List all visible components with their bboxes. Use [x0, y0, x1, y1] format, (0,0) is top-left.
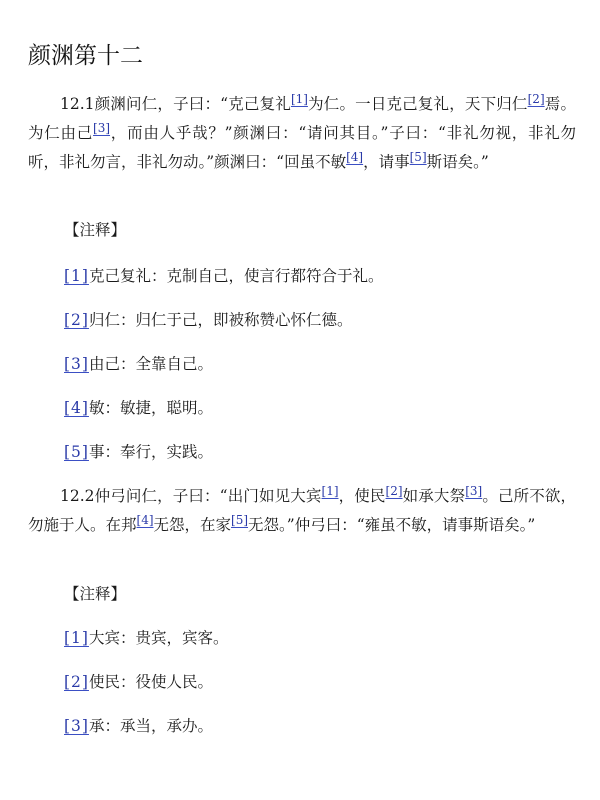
note-ref-link[interactable]: [3]: [64, 717, 89, 735]
note-text: 由己：全靠自己。: [88, 355, 213, 373]
note-ref-link[interactable]: [2]: [64, 673, 89, 691]
passage-text: 斯语矣。”: [426, 153, 489, 171]
passage-12-2: [28, 482, 576, 540]
note-ref-link[interactable]: [4]: [64, 399, 89, 417]
notes-heading: 【注释】: [64, 585, 127, 603]
note-item: [64, 670, 213, 694]
passage-text: ，请事: [363, 153, 410, 171]
footnote-link-5[interactable]: [5]: [409, 150, 427, 164]
chapter-title: 颜渊第十二: [28, 43, 143, 69]
note-text: 承：承当，承办。: [88, 717, 213, 735]
passage-text: 。己所不欲，勿施于人。在邦: [28, 487, 576, 534]
note-text: 大宾：贵宾，宾客。: [88, 629, 229, 647]
footnote-link-3[interactable]: [3]: [93, 121, 111, 135]
passage-text: 12.2仲弓问仁，子曰：“出门如见大宾: [60, 487, 322, 505]
footnote-link-2[interactable]: [2]: [385, 484, 403, 498]
note-item: [64, 626, 228, 650]
footnote-link-4[interactable]: [4]: [136, 513, 154, 527]
note-item: [64, 352, 213, 376]
footnote-link-4[interactable]: [4]: [346, 150, 364, 164]
note-ref-link[interactable]: [2]: [64, 311, 89, 329]
note-ref-link[interactable]: [3]: [64, 355, 89, 373]
footnote-link-1[interactable]: [1]: [290, 92, 308, 106]
note-item: [64, 714, 213, 738]
passage-text: 12.1颜渊问仁，子曰：“克己复礼: [60, 95, 291, 113]
notes-heading: 【注释】: [64, 221, 127, 239]
footnote-link-5[interactable]: [5]: [231, 513, 249, 527]
footnote-link-3[interactable]: [3]: [465, 484, 483, 498]
note-ref-link[interactable]: [1]: [64, 629, 89, 647]
note-ref-link[interactable]: [5]: [64, 443, 89, 461]
note-text: 使民：役使人民。: [88, 673, 213, 691]
passage-text: 无怨，在家: [153, 516, 232, 534]
passage-text: ，而由人乎哉？”颜渊曰：“请问其目。”子曰：“非礼勿视，非礼勿听，非礼勿言，非礼勿动。”颜渊曰：“回虽不敏: [28, 124, 576, 171]
note-text: 归仁：归仁于己，即被称赞心怀仁德。: [88, 311, 353, 329]
note-item: [64, 396, 213, 420]
passage-text: 为仁。一日克己复礼，天下归仁: [307, 95, 528, 113]
passage-text: 焉。为仁由己: [28, 95, 576, 142]
passage-text: 无怨。”仲弓曰：“雍虽不敏，请事斯语矣。”: [248, 516, 536, 534]
note-ref-link[interactable]: [1]: [64, 267, 89, 285]
note-item: [64, 264, 383, 288]
footnote-link-2[interactable]: [2]: [527, 92, 545, 106]
passage-text: ，使民: [338, 487, 386, 505]
note-text: 克己复礼：克制自己，使言行都符合于礼。: [88, 267, 384, 285]
footnote-link-1[interactable]: [1]: [321, 484, 339, 498]
note-text: 事：奉行，实践。: [88, 443, 213, 461]
passage-12-1: [28, 90, 576, 177]
note-text: 敏：敏捷，聪明。: [88, 399, 213, 417]
note-item: [64, 440, 213, 464]
passage-text: 如承大祭: [402, 487, 466, 505]
note-item: [64, 308, 352, 332]
